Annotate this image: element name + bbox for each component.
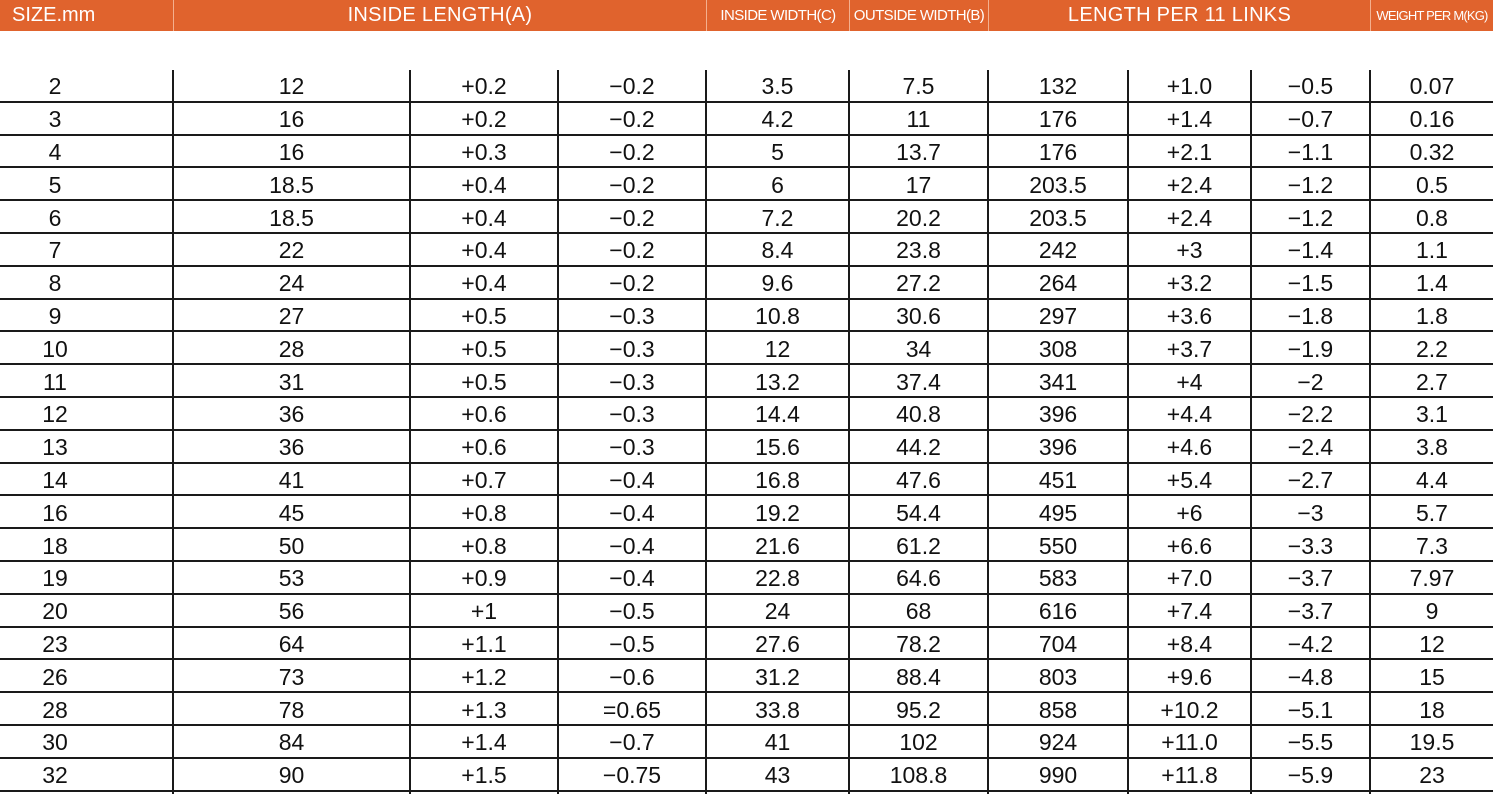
weight-per-m-cell: 7.97 bbox=[1409, 565, 1455, 592]
outside-width-cell: 47.6 bbox=[896, 466, 941, 493]
inside-length-plus-tol-cell: +1.5 bbox=[461, 762, 507, 789]
chain-spec-table bbox=[0, 70, 1493, 792]
outside-width-cell: 7.5 bbox=[902, 73, 935, 100]
size-cell: 6 bbox=[48, 204, 62, 231]
size-cell: 4 bbox=[48, 138, 62, 165]
column-divider bbox=[848, 70, 850, 794]
header-outside-width: OUTSIDE WIDTH(B) bbox=[850, 0, 989, 31]
weight-per-m-cell: 18 bbox=[1419, 696, 1445, 723]
size-cell: 32 bbox=[42, 762, 68, 789]
length-minus-tol-cell: −5.1 bbox=[1287, 696, 1334, 723]
inside-length-minus-tol-cell: −0.2 bbox=[609, 171, 655, 198]
length-minus-tol-cell: −2.7 bbox=[1287, 466, 1334, 493]
inside-length-plus-tol-cell: +0.8 bbox=[461, 499, 507, 526]
length-11-links-cell: 858 bbox=[1038, 696, 1078, 723]
weight-per-m-cell: 0.5 bbox=[1416, 171, 1448, 198]
length-plus-tol-cell: +10.2 bbox=[1160, 696, 1219, 723]
inside-length-cell: 18.5 bbox=[269, 204, 314, 231]
length-11-links-cell: 550 bbox=[1038, 532, 1078, 559]
size-cell: 10 bbox=[42, 335, 68, 362]
size-cell: 3 bbox=[48, 106, 62, 133]
length-11-links-cell: 616 bbox=[1038, 598, 1078, 625]
inside-length-cell: 64 bbox=[278, 630, 305, 657]
inside-length-plus-tol-cell: +0.5 bbox=[461, 335, 507, 362]
inside-length-cell: 12 bbox=[278, 73, 305, 100]
length-minus-tol-cell: −3.7 bbox=[1287, 565, 1334, 592]
inside-length-cell: 28 bbox=[278, 335, 305, 362]
length-11-links-cell: 396 bbox=[1038, 401, 1078, 428]
inside-length-minus-tol-cell: −0.3 bbox=[609, 368, 655, 395]
outside-width-cell: 54.4 bbox=[896, 499, 941, 526]
inside-length-plus-tol-cell: +0.5 bbox=[461, 368, 507, 395]
column-divider bbox=[1250, 70, 1252, 794]
size-cell: 9 bbox=[48, 302, 62, 329]
inside-width-cell: 13.2 bbox=[755, 368, 800, 395]
table-row bbox=[0, 398, 1493, 431]
inside-length-minus-tol-cell: −0.3 bbox=[609, 302, 655, 329]
length-plus-tol-cell: +1.4 bbox=[1166, 106, 1213, 133]
inside-length-cell: 16 bbox=[278, 138, 305, 165]
header-length-per-11-links: LENGTH PER 11 LINKS bbox=[989, 0, 1371, 31]
length-11-links-cell: 176 bbox=[1038, 138, 1078, 165]
weight-per-m-cell: 3.1 bbox=[1416, 401, 1448, 428]
length-11-links-cell: 176 bbox=[1038, 106, 1078, 133]
length-plus-tol-cell: +6 bbox=[1176, 499, 1203, 526]
weight-per-m-cell: 5.7 bbox=[1416, 499, 1448, 526]
size-cell: 2 bbox=[48, 73, 62, 100]
inside-length-plus-tol-cell: +1.2 bbox=[461, 663, 507, 690]
inside-length-minus-tol-cell: −0.2 bbox=[609, 106, 655, 133]
table-row bbox=[0, 168, 1493, 201]
length-11-links-cell: 132 bbox=[1038, 73, 1078, 100]
inside-length-minus-tol-cell: −0.7 bbox=[609, 729, 655, 756]
length-11-links-cell: 396 bbox=[1038, 434, 1078, 461]
length-11-links-cell: 203.5 bbox=[1029, 171, 1087, 198]
inside-width-cell: 33.8 bbox=[755, 696, 800, 723]
inside-length-minus-tol-cell: −0.4 bbox=[609, 499, 655, 526]
length-plus-tol-cell: +4.6 bbox=[1166, 434, 1213, 461]
length-minus-tol-cell: −3.7 bbox=[1287, 598, 1334, 625]
weight-per-m-cell: 1.1 bbox=[1416, 237, 1448, 264]
weight-per-m-cell: 23 bbox=[1419, 762, 1445, 789]
length-plus-tol-cell: +11.8 bbox=[1161, 762, 1218, 789]
inside-length-minus-tol-cell: −0.3 bbox=[609, 335, 655, 362]
outside-width-cell: 34 bbox=[905, 335, 932, 362]
size-cell: 28 bbox=[42, 696, 68, 723]
outside-width-cell: 108.8 bbox=[889, 762, 948, 789]
inside-length-plus-tol-cell: +0.3 bbox=[461, 138, 507, 165]
length-plus-tol-cell: +3 bbox=[1176, 237, 1203, 264]
inside-length-plus-tol-cell: +0.4 bbox=[461, 204, 507, 231]
outside-width-cell: 23.8 bbox=[896, 237, 941, 264]
inside-length-plus-tol-cell: +0.4 bbox=[461, 171, 507, 198]
size-cell: 14 bbox=[42, 466, 68, 493]
table-row bbox=[0, 70, 1493, 103]
outside-width-cell: 102 bbox=[899, 729, 938, 756]
inside-width-cell: 3.5 bbox=[761, 73, 794, 100]
inside-length-cell: 56 bbox=[278, 598, 305, 625]
size-cell: 30 bbox=[42, 729, 68, 756]
inside-length-cell: 84 bbox=[278, 729, 305, 756]
size-cell: 8 bbox=[48, 270, 62, 297]
length-11-links-cell: 583 bbox=[1038, 565, 1078, 592]
inside-length-plus-tol-cell: +0.5 bbox=[461, 302, 507, 329]
inside-width-cell: 7.2 bbox=[761, 204, 794, 231]
inside-length-cell: 36 bbox=[278, 401, 305, 428]
size-cell: 26 bbox=[42, 663, 68, 690]
inside-width-cell: 21.6 bbox=[755, 532, 800, 559]
column-divider bbox=[172, 70, 174, 794]
length-minus-tol-cell: −4.8 bbox=[1287, 663, 1334, 690]
length-plus-tol-cell: +6.6 bbox=[1166, 532, 1213, 559]
inside-length-plus-tol-cell: +0.2 bbox=[461, 73, 507, 100]
header-weight-per-m: WEIGHT PER M(KG) bbox=[1376, 8, 1488, 23]
outside-width-cell: 13.7 bbox=[896, 138, 941, 165]
length-minus-tol-cell: −2.2 bbox=[1287, 401, 1334, 428]
inside-length-cell: 41 bbox=[278, 466, 305, 493]
length-minus-tol-cell: −4.2 bbox=[1287, 630, 1334, 657]
header-size: SIZE.mm bbox=[0, 0, 174, 31]
length-minus-tol-cell: −5.5 bbox=[1287, 729, 1334, 756]
length-minus-tol-cell: −1.2 bbox=[1287, 204, 1334, 231]
length-minus-tol-cell: −2 bbox=[1297, 368, 1324, 395]
inside-length-plus-tol-cell: +0.7 bbox=[461, 466, 507, 493]
outside-width-cell: 64.6 bbox=[896, 565, 941, 592]
inside-length-plus-tol-cell: +1 bbox=[470, 598, 498, 625]
weight-per-m-cell: 19.5 bbox=[1409, 729, 1455, 756]
inside-width-cell: 6 bbox=[771, 171, 784, 198]
inside-length-plus-tol-cell: +0.4 bbox=[461, 237, 507, 264]
outside-width-cell: 20.2 bbox=[896, 204, 941, 231]
weight-per-m-cell: 0.8 bbox=[1416, 204, 1448, 231]
inside-width-cell: 14.4 bbox=[755, 401, 800, 428]
inside-length-minus-tol-cell: −0.2 bbox=[609, 204, 655, 231]
table-row bbox=[0, 365, 1493, 398]
length-minus-tol-cell: −2.4 bbox=[1287, 434, 1334, 461]
length-11-links-cell: 704 bbox=[1038, 630, 1078, 657]
weight-per-m-cell: 2.7 bbox=[1416, 368, 1448, 395]
length-plus-tol-cell: +4.4 bbox=[1166, 401, 1213, 428]
length-minus-tol-cell: −3 bbox=[1297, 499, 1324, 526]
outside-width-cell: 30.6 bbox=[896, 302, 941, 329]
weight-per-m-cell: 0.07 bbox=[1409, 73, 1455, 100]
length-11-links-cell: 203.5 bbox=[1029, 204, 1087, 231]
length-minus-tol-cell: −3.3 bbox=[1287, 532, 1334, 559]
outside-width-cell: 61.2 bbox=[896, 532, 941, 559]
weight-per-m-cell: 2.2 bbox=[1416, 335, 1448, 362]
table-row bbox=[0, 332, 1493, 365]
inside-length-minus-tol-cell: −0.2 bbox=[609, 270, 655, 297]
weight-per-m-cell: 15 bbox=[1419, 663, 1445, 690]
length-plus-tol-cell: +8.4 bbox=[1166, 630, 1213, 657]
outside-width-cell: 44.2 bbox=[896, 434, 941, 461]
table-row bbox=[0, 201, 1493, 234]
length-plus-tol-cell: +2.4 bbox=[1166, 204, 1213, 231]
inside-width-cell: 22.8 bbox=[755, 565, 800, 592]
inside-length-minus-tol-cell: −0.2 bbox=[609, 237, 655, 264]
inside-width-cell: 5 bbox=[771, 138, 784, 165]
length-minus-tol-cell: −1.9 bbox=[1287, 335, 1334, 362]
inside-width-cell: 15.6 bbox=[755, 434, 800, 461]
column-divider bbox=[557, 70, 559, 794]
length-11-links-cell: 924 bbox=[1038, 729, 1078, 756]
length-plus-tol-cell: +3.2 bbox=[1166, 270, 1213, 297]
inside-length-plus-tol-cell: +0.8 bbox=[461, 532, 507, 559]
table-row bbox=[0, 103, 1493, 136]
outside-width-cell: 17 bbox=[905, 171, 932, 198]
inside-width-cell: 16.8 bbox=[755, 466, 800, 493]
length-minus-tol-cell: −1.5 bbox=[1287, 270, 1334, 297]
inside-length-cell: 36 bbox=[278, 434, 305, 461]
inside-length-minus-tol-cell: −0.4 bbox=[609, 466, 655, 493]
inside-length-minus-tol-cell: −0.2 bbox=[609, 73, 655, 100]
weight-per-m-cell: 4.4 bbox=[1416, 466, 1448, 493]
weight-per-m-cell: 3.8 bbox=[1416, 434, 1448, 461]
inside-length-plus-tol-cell: +1.4 bbox=[461, 729, 507, 756]
table-row bbox=[0, 136, 1493, 169]
inside-width-cell: 31.2 bbox=[755, 663, 800, 690]
length-plus-tol-cell: +5.4 bbox=[1166, 466, 1213, 493]
weight-per-m-cell: 1.8 bbox=[1416, 302, 1448, 329]
inside-length-plus-tol-cell: +1.3 bbox=[461, 696, 507, 723]
length-11-links-cell: 297 bbox=[1038, 302, 1078, 329]
length-plus-tol-cell: +7.0 bbox=[1166, 565, 1213, 592]
inside-width-cell: 8.4 bbox=[761, 237, 794, 264]
inside-length-minus-tol-cell: −0.3 bbox=[609, 434, 655, 461]
length-minus-tol-cell: −1.8 bbox=[1287, 302, 1334, 329]
inside-length-cell: 24 bbox=[278, 270, 305, 297]
outside-width-cell: 95.2 bbox=[896, 696, 941, 723]
inside-length-minus-tol-cell: −0.3 bbox=[609, 401, 655, 428]
size-cell: 7 bbox=[48, 237, 62, 264]
table-row bbox=[0, 431, 1493, 464]
inside-length-minus-tol-cell: =0.65 bbox=[602, 696, 662, 723]
inside-length-plus-tol-cell: +0.2 bbox=[461, 106, 507, 133]
inside-length-cell: 18.5 bbox=[269, 171, 314, 198]
inside-length-minus-tol-cell: −0.75 bbox=[602, 762, 662, 789]
column-divider bbox=[409, 70, 411, 794]
length-minus-tol-cell: −1.2 bbox=[1287, 171, 1334, 198]
column-divider bbox=[1369, 70, 1371, 794]
outside-width-cell: 27.2 bbox=[896, 270, 941, 297]
inside-width-cell: 10.8 bbox=[755, 302, 800, 329]
inside-width-cell: 43 bbox=[764, 762, 791, 789]
table-row bbox=[0, 726, 1493, 759]
length-11-links-cell: 341 bbox=[1038, 368, 1078, 395]
table-row bbox=[0, 234, 1493, 267]
inside-length-plus-tol-cell: +0.4 bbox=[461, 270, 507, 297]
size-cell: 23 bbox=[42, 630, 68, 657]
size-cell: 19 bbox=[42, 565, 68, 592]
weight-per-m-cell: 0.32 bbox=[1409, 138, 1455, 165]
column-divider bbox=[987, 70, 989, 794]
length-11-links-cell: 990 bbox=[1038, 762, 1078, 789]
length-plus-tol-cell: +2.4 bbox=[1166, 171, 1213, 198]
length-minus-tol-cell: −5.9 bbox=[1287, 762, 1334, 789]
inside-length-cell: 90 bbox=[278, 762, 305, 789]
inside-length-cell: 78 bbox=[278, 696, 305, 723]
outside-width-cell: 37.4 bbox=[896, 368, 941, 395]
weight-per-m-cell: 12 bbox=[1419, 630, 1445, 657]
inside-width-cell: 19.2 bbox=[755, 499, 800, 526]
inside-length-cell: 22 bbox=[278, 237, 305, 264]
length-11-links-cell: 308 bbox=[1038, 335, 1078, 362]
outside-width-cell: 68 bbox=[905, 598, 932, 625]
table-row bbox=[0, 464, 1493, 497]
inside-length-cell: 27 bbox=[278, 302, 305, 329]
length-11-links-cell: 495 bbox=[1038, 499, 1078, 526]
inside-length-cell: 31 bbox=[278, 368, 305, 395]
length-minus-tol-cell: −0.5 bbox=[1287, 73, 1334, 100]
header-inside-width: INSIDE WIDTH(C) bbox=[707, 0, 850, 31]
length-minus-tol-cell: −0.7 bbox=[1287, 106, 1334, 133]
size-cell: 12 bbox=[42, 401, 68, 428]
length-plus-tol-cell: +7.4 bbox=[1166, 598, 1213, 625]
length-plus-tol-cell: +4 bbox=[1176, 368, 1203, 395]
table-row bbox=[0, 529, 1493, 562]
length-11-links-cell: 803 bbox=[1038, 663, 1078, 690]
inside-length-cell: 50 bbox=[278, 532, 305, 559]
table-row bbox=[0, 595, 1493, 628]
size-cell: 5 bbox=[48, 171, 62, 198]
column-divider bbox=[1127, 70, 1129, 794]
length-plus-tol-cell: +2.1 bbox=[1166, 138, 1213, 165]
inside-length-minus-tol-cell: −0.4 bbox=[609, 565, 655, 592]
inside-length-minus-tol-cell: −0.5 bbox=[609, 630, 655, 657]
inside-length-minus-tol-cell: −0.6 bbox=[609, 663, 655, 690]
inside-length-minus-tol-cell: −0.5 bbox=[609, 598, 655, 625]
table-row bbox=[0, 300, 1493, 333]
length-plus-tol-cell: +9.6 bbox=[1166, 663, 1213, 690]
table-row bbox=[0, 562, 1493, 595]
size-cell: 18 bbox=[42, 532, 68, 559]
inside-length-plus-tol-cell: +0.6 bbox=[461, 401, 507, 428]
length-plus-tol-cell: +3.6 bbox=[1166, 302, 1213, 329]
table-row bbox=[0, 628, 1493, 661]
inside-length-minus-tol-cell: −0.4 bbox=[609, 532, 655, 559]
length-minus-tol-cell: −1.1 bbox=[1287, 138, 1334, 165]
inside-width-cell: 4.2 bbox=[761, 106, 794, 133]
inside-length-cell: 73 bbox=[278, 663, 305, 690]
inside-length-plus-tol-cell: +0.6 bbox=[461, 434, 507, 461]
inside-length-cell: 45 bbox=[278, 499, 305, 526]
inside-width-cell: 9.6 bbox=[761, 270, 794, 297]
length-plus-tol-cell: +1.0 bbox=[1166, 73, 1213, 100]
weight-per-m-cell: 1.4 bbox=[1416, 270, 1448, 297]
outside-width-cell: 78.2 bbox=[896, 630, 941, 657]
length-11-links-cell: 242 bbox=[1038, 237, 1078, 264]
size-cell: 11 bbox=[43, 368, 67, 395]
size-cell: 13 bbox=[42, 434, 68, 461]
inside-length-plus-tol-cell: +1.1 bbox=[461, 630, 507, 657]
inside-width-cell: 24 bbox=[764, 598, 791, 625]
outside-width-cell: 88.4 bbox=[896, 663, 941, 690]
inside-width-cell: 41 bbox=[764, 729, 791, 756]
length-11-links-cell: 451 bbox=[1038, 466, 1078, 493]
inside-width-cell: 12 bbox=[764, 335, 791, 362]
size-cell: 20 bbox=[42, 598, 68, 625]
table-row bbox=[0, 759, 1493, 792]
inside-width-cell: 27.6 bbox=[755, 630, 800, 657]
table-header bbox=[0, 0, 1493, 31]
length-plus-tol-cell: +11.0 bbox=[1161, 729, 1218, 756]
table-row bbox=[0, 693, 1493, 726]
length-11-links-cell: 264 bbox=[1038, 270, 1078, 297]
inside-length-plus-tol-cell: +0.9 bbox=[461, 565, 507, 592]
table-row bbox=[0, 496, 1493, 529]
weight-per-m-cell: 7.3 bbox=[1416, 532, 1448, 559]
weight-per-m-cell: 0.16 bbox=[1409, 106, 1455, 133]
length-minus-tol-cell: −1.4 bbox=[1287, 237, 1334, 264]
inside-length-cell: 16 bbox=[278, 106, 305, 133]
table-row bbox=[0, 660, 1493, 693]
outside-width-cell: 40.8 bbox=[896, 401, 941, 428]
outside-width-cell: 11 bbox=[906, 106, 931, 133]
header-inside-length: INSIDE LENGTH(A) bbox=[174, 0, 707, 31]
column-divider bbox=[705, 70, 707, 794]
weight-per-m-cell: 9 bbox=[1425, 598, 1439, 625]
table-row bbox=[0, 267, 1493, 300]
inside-length-minus-tol-cell: −0.2 bbox=[609, 138, 655, 165]
length-plus-tol-cell: +3.7 bbox=[1166, 335, 1213, 362]
inside-length-cell: 53 bbox=[278, 565, 305, 592]
size-cell: 16 bbox=[42, 499, 68, 526]
